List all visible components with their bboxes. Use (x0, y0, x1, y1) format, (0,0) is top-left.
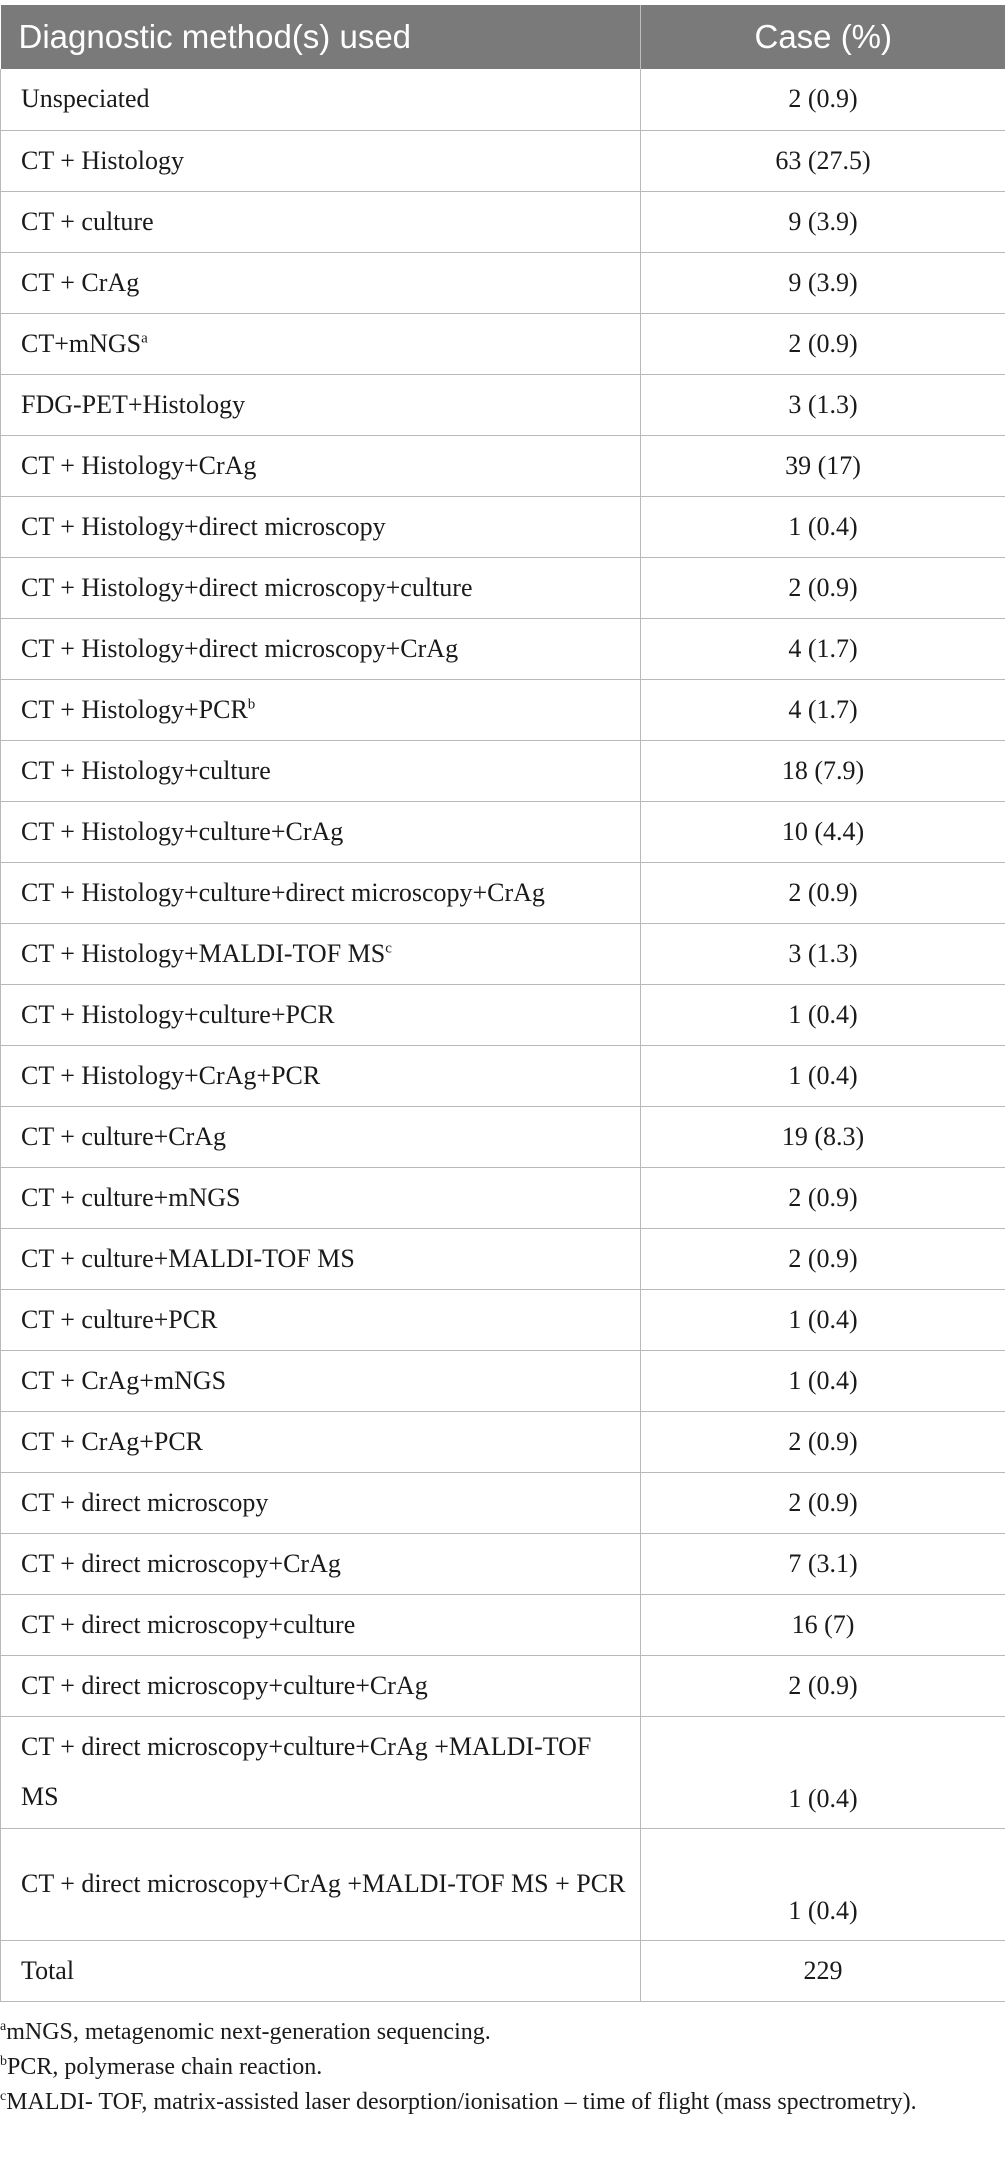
table-row (1, 1350, 1005, 1411)
table-row (1, 1472, 1005, 1533)
method-cell (1, 191, 641, 252)
footnote-c-text: MALDI- TOF, matrix-assisted laser desorption/ionisation – time of flight (mass spectrometry). (6, 2089, 917, 2115)
table-row (1, 740, 1005, 801)
case-percent-cell: 1 (0.4) (641, 1716, 1005, 1828)
method-cell (1, 435, 641, 496)
table-row (1, 557, 1005, 618)
method-text: CT + Histology+CrAg (21, 450, 257, 480)
method-cell (1, 1045, 641, 1106)
method-text: CT+mNGS (21, 328, 142, 358)
table-row (1, 1411, 1005, 1472)
case-percent-cell: 19 (8.3) (641, 1106, 1005, 1167)
method-text: CT + CrAg (21, 267, 140, 297)
method-cell (1, 1167, 641, 1228)
table-row (1, 1828, 1005, 1940)
table-row (1, 923, 1005, 984)
method-cell (1, 984, 641, 1045)
method-text: CT + Histology+direct microscopy (21, 511, 386, 541)
method-cell (1, 252, 641, 313)
method-cell (1, 740, 641, 801)
method-text: CT + CrAg+PCR (21, 1426, 203, 1456)
footnote-c (0, 2085, 1000, 2120)
case-percent-cell: 2 (0.9) (641, 69, 1005, 130)
method-cell (1, 1655, 641, 1716)
method-text: CT + culture+MALDI-TOF MS (21, 1243, 355, 1273)
table-row (1, 496, 1005, 557)
case-percent-cell: 2 (0.9) (641, 1411, 1005, 1472)
table-row (1, 191, 1005, 252)
case-percent-cell: 18 (7.9) (641, 740, 1005, 801)
table-row (1, 130, 1005, 191)
table-row (1, 1655, 1005, 1716)
case-percent-cell: 9 (3.9) (641, 191, 1005, 252)
footnote-a (0, 2015, 1000, 2050)
method-text: CT + culture (21, 206, 154, 236)
table-row (1, 1106, 1005, 1167)
footnote-b (0, 2050, 1000, 2085)
table-row (1, 435, 1005, 496)
table-row (1, 1716, 1005, 1828)
table-row (1, 1940, 1005, 2001)
footnote-marker: c (385, 939, 392, 956)
table-row (1, 862, 1005, 923)
method-cell (1, 1289, 641, 1350)
method-cell (1, 1940, 641, 2001)
table-row (1, 618, 1005, 679)
case-percent-cell: 39 (17) (641, 435, 1005, 496)
method-text: CT + Histology+culture+CrAg (21, 816, 344, 846)
method-cell (1, 69, 641, 130)
method-text: CT + direct microscopy+CrAg +MALDI-TOF MS + PCR (21, 1869, 626, 1898)
header-case-percent: Case (%) (754, 18, 893, 55)
case-percent-cell: 1 (0.4) (641, 1828, 1005, 1940)
footnote-a-text: mNGS, metagenomic next-generation sequencing. (6, 2019, 491, 2045)
method-cell (1, 1716, 641, 1828)
case-percent-cell: 2 (0.9) (641, 1228, 1005, 1289)
case-percent-cell: 4 (1.7) (641, 679, 1005, 740)
method-text: FDG-PET+Histology (21, 389, 246, 419)
table-row (1, 313, 1005, 374)
method-cell (1, 862, 641, 923)
method-cell (1, 923, 641, 984)
method-text: CT + Histology+culture+PCR (21, 999, 335, 1029)
case-percent-cell: 1 (0.4) (641, 496, 1005, 557)
method-text: CT + direct microscopy+culture+CrAg (21, 1670, 428, 1700)
method-cell (1, 313, 641, 374)
method-cell (1, 618, 641, 679)
case-percent-cell: 3 (1.3) (641, 374, 1005, 435)
method-cell (1, 1594, 641, 1655)
case-percent-cell: 1 (0.4) (641, 1045, 1005, 1106)
method-text: CT + Histology+direct microscopy+culture (21, 572, 473, 602)
case-percent-cell: 2 (0.9) (641, 1655, 1005, 1716)
table-row (1, 984, 1005, 1045)
case-percent-cell: 2 (0.9) (641, 1472, 1005, 1533)
table-row (1, 1228, 1005, 1289)
table-header (1, 5, 1005, 69)
method-text: Unspeciated (21, 84, 150, 114)
case-percent-cell: 1 (0.4) (641, 984, 1005, 1045)
case-percent-cell: 1 (0.4) (641, 1289, 1005, 1350)
footnote-marker: a (141, 329, 148, 346)
table-row (1, 1289, 1005, 1350)
method-cell (1, 1106, 641, 1167)
method-cell (1, 1828, 641, 1940)
case-percent-cell: 10 (4.4) (641, 801, 1005, 862)
table-row (1, 1533, 1005, 1594)
case-percent-cell: 7 (3.1) (641, 1533, 1005, 1594)
diagnostic-methods-table-container (0, 5, 1005, 2002)
method-cell (1, 374, 641, 435)
method-text: CT + culture+PCR (21, 1304, 218, 1334)
method-text: CT + Histology+culture (21, 755, 271, 785)
table-row (1, 1045, 1005, 1106)
header-row (1, 5, 1005, 69)
case-percent-cell: 1 (0.4) (641, 1350, 1005, 1411)
method-cell (1, 1411, 641, 1472)
method-text: CT + culture+CrAg (21, 1121, 227, 1151)
method-cell (1, 1472, 641, 1533)
method-text: Total (21, 1955, 75, 1985)
case-percent-cell: 2 (0.9) (641, 1167, 1005, 1228)
table-row (1, 801, 1005, 862)
method-text: CT + culture+mNGS (21, 1182, 241, 1212)
footnote-c-mark: c (0, 2089, 7, 2104)
method-cell (1, 1228, 641, 1289)
method-cell (1, 496, 641, 557)
footnote-a-mark: a (0, 2019, 7, 2034)
method-text: CT + Histology+MALDI-TOF MS (21, 938, 386, 968)
method-cell (1, 679, 641, 740)
method-cell (1, 1350, 641, 1411)
table-body (1, 69, 1005, 2001)
header-method: Diagnostic method(s) used (1, 5, 641, 69)
case-percent-cell: 2 (0.9) (641, 557, 1005, 618)
table-row (1, 1594, 1005, 1655)
method-text: CT + direct microscopy+culture+CrAg +MALDI-TOF MS (21, 1732, 592, 1811)
table-row (1, 374, 1005, 435)
method-cell (1, 130, 641, 191)
table-row (1, 252, 1005, 313)
method-cell (1, 557, 641, 618)
method-text: CT + CrAg+mNGS (21, 1365, 227, 1395)
table-row (1, 1167, 1005, 1228)
method-text: CT + direct microscopy (21, 1487, 269, 1517)
method-text: CT + Histology+direct microscopy+CrAg (21, 633, 459, 663)
method-cell (1, 1533, 641, 1594)
method-text: CT + Histology (21, 145, 184, 175)
method-text: CT + direct microscopy+culture (21, 1609, 356, 1639)
diagnostic-methods-table (0, 5, 1005, 2002)
footnotes (0, 2015, 1000, 2120)
case-percent-cell: 2 (0.9) (641, 862, 1005, 923)
method-text: CT + Histology+PCR (21, 694, 248, 724)
table-row (1, 679, 1005, 740)
case-percent-cell: 63 (27.5) (641, 130, 1005, 191)
method-text: CT + Histology+CrAg+PCR (21, 1060, 321, 1090)
method-text: CT + Histology+culture+direct microscopy+CrAg (21, 877, 545, 907)
case-percent-cell: 2 (0.9) (641, 313, 1005, 374)
footnote-marker: b (247, 695, 256, 712)
footnote-b-mark: b (0, 2054, 7, 2069)
method-cell (1, 801, 641, 862)
table-row (1, 69, 1005, 130)
method-text: CT + direct microscopy+CrAg (21, 1548, 341, 1578)
case-percent-cell: 3 (1.3) (641, 923, 1005, 984)
footnote-b-text: PCR, polymerase chain reaction. (7, 2054, 323, 2080)
case-percent-cell: 4 (1.7) (641, 618, 1005, 679)
case-percent-cell: 16 (7) (641, 1594, 1005, 1655)
case-percent-cell: 229 (641, 1940, 1005, 2001)
case-percent-cell: 9 (3.9) (641, 252, 1005, 313)
